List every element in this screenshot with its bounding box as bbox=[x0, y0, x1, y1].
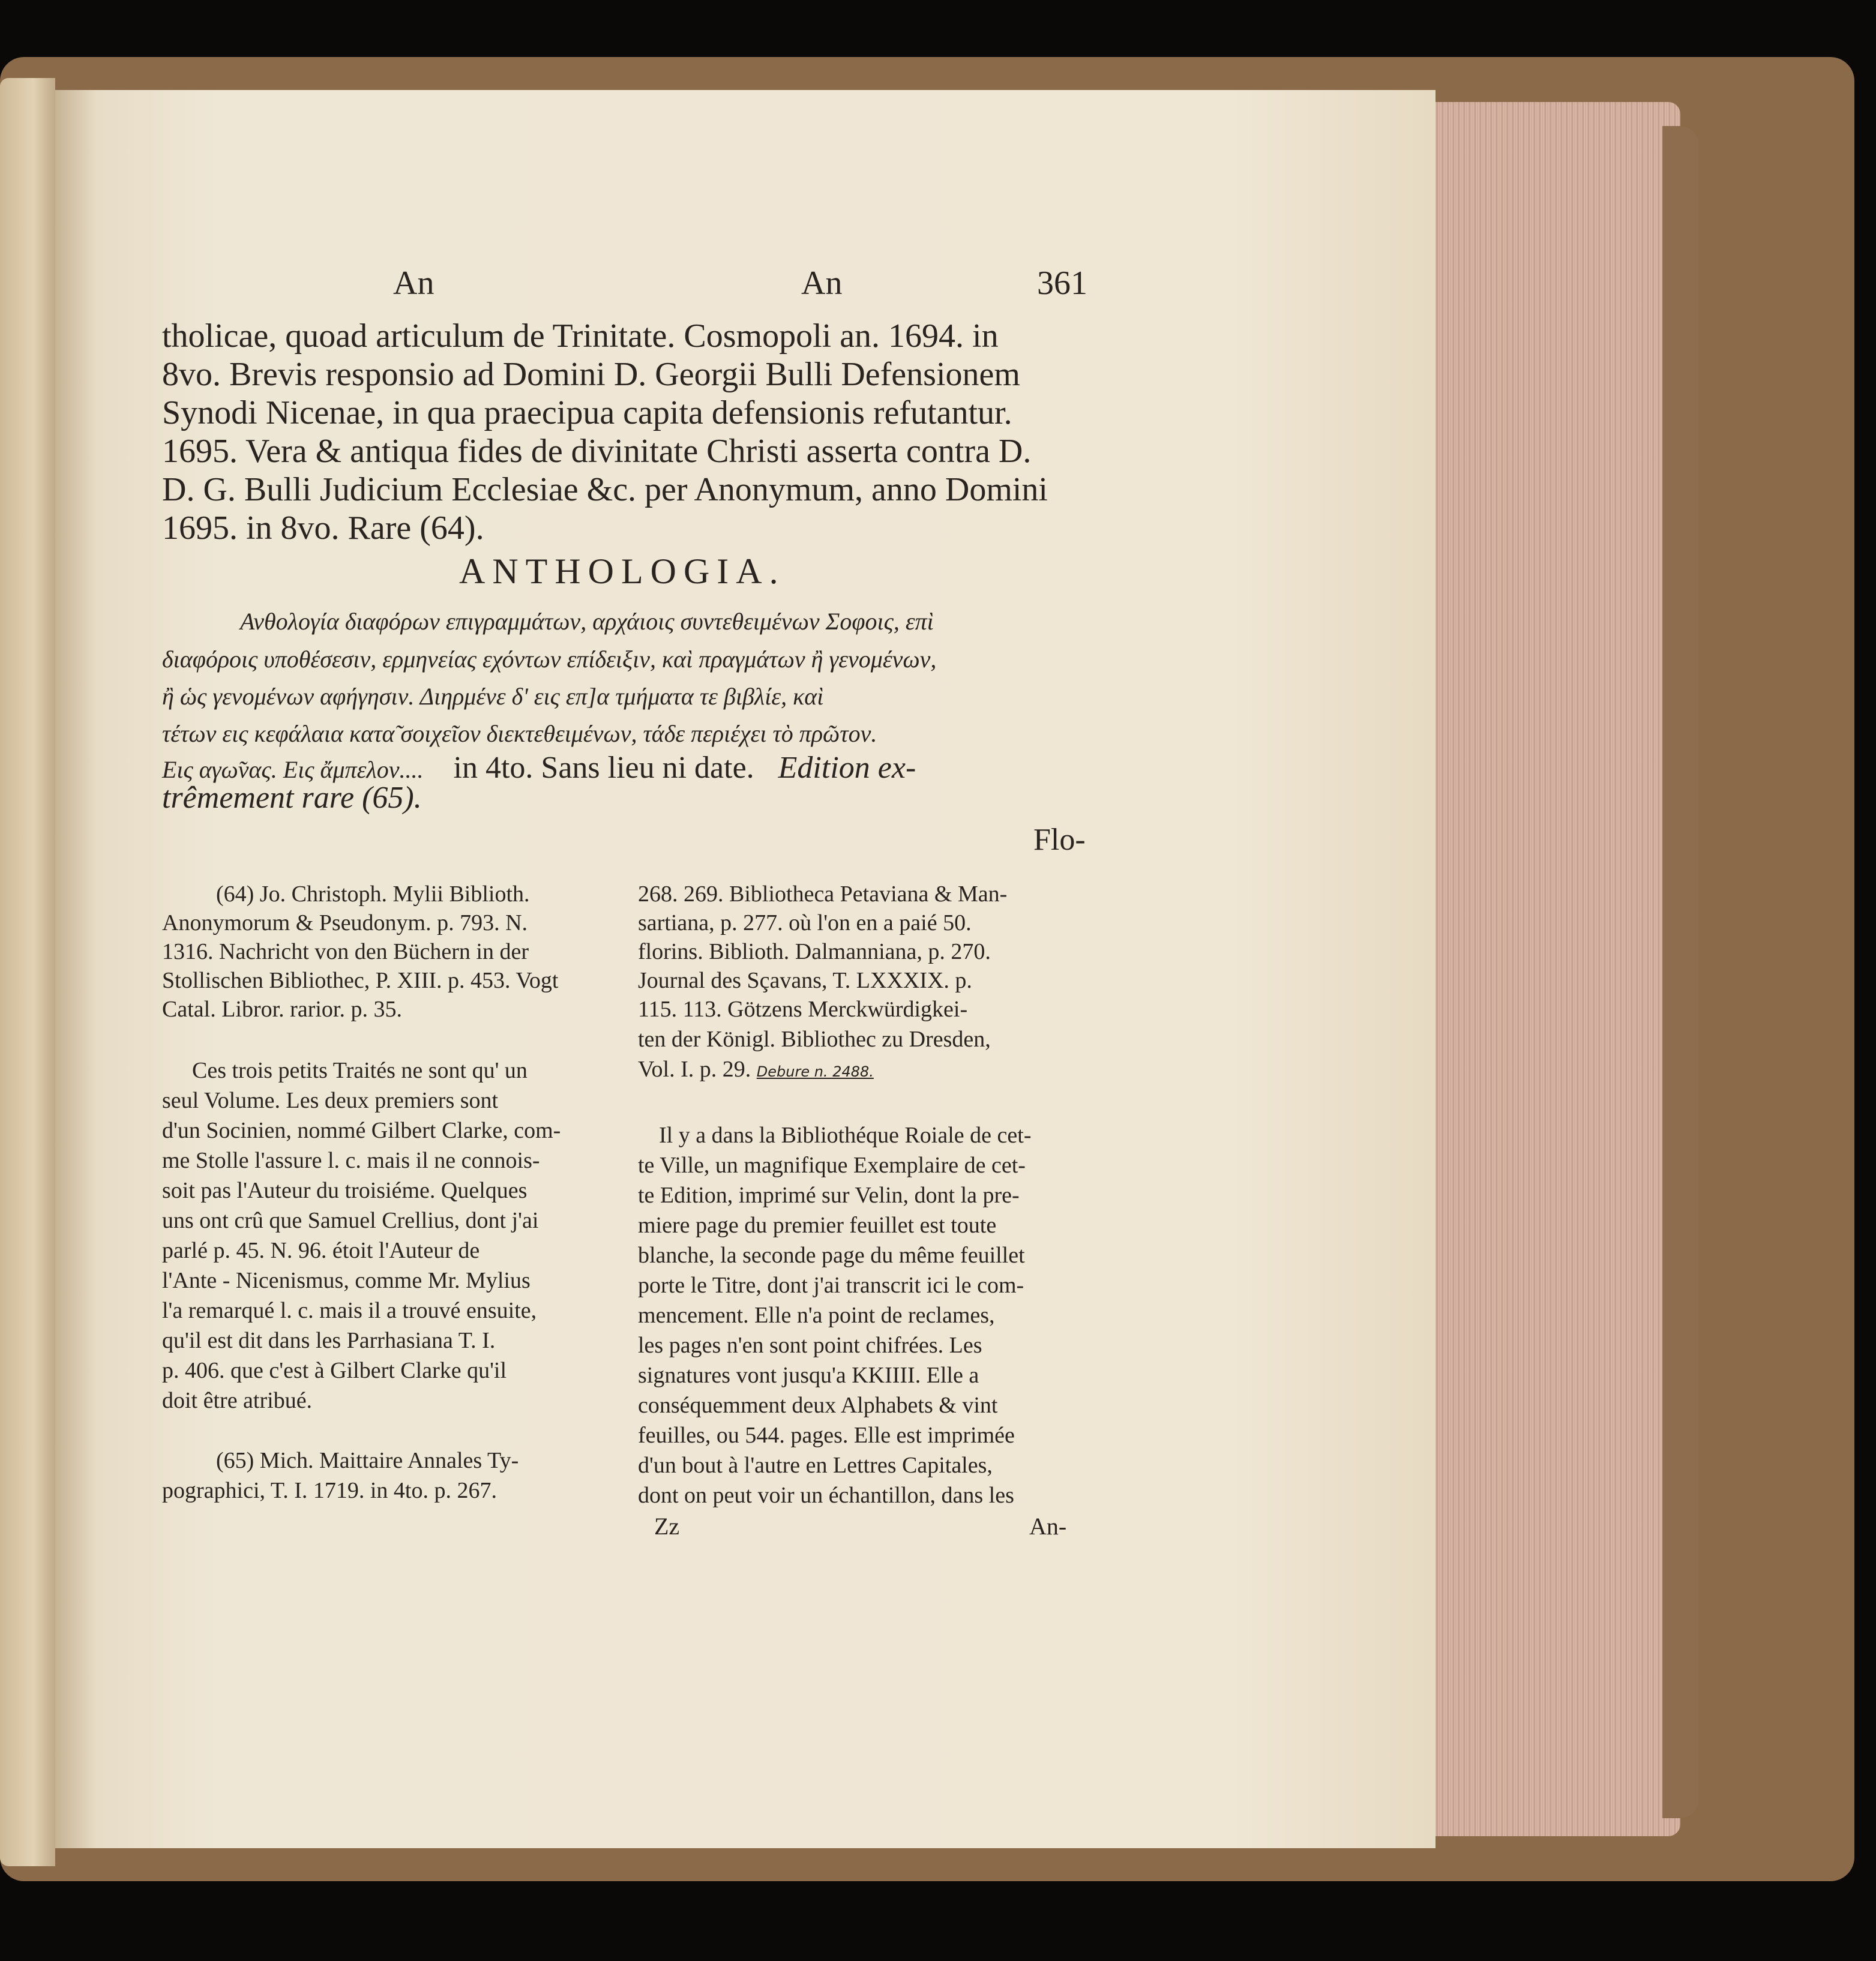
catchword-footer: An- bbox=[1029, 1513, 1067, 1540]
note-line: 115. 113. Götzens Merckwürdigkei- bbox=[638, 997, 968, 1022]
main-text-line: D. G. Bulli Judicium Ecclesiae &c. per Anonymum, anno Domini bbox=[162, 471, 1048, 508]
main-text-line: Synodi Nicenae, in qua praecipua capita defensionis refutantur. bbox=[162, 394, 1012, 431]
greek-text-line: ἢ ὡς γενομένων αφήγησιν. Διηρμένε δ' εις επ]α τμήματα τε βιβλίε, καὶ bbox=[162, 683, 824, 710]
note-line: soit pas l'Auteur du troisiéme. Quelques bbox=[162, 1178, 528, 1203]
note-line: l'a remarqué l. c. mais il a trouvé ensuite, bbox=[162, 1298, 537, 1323]
note-line: les pages n'en sont point chifrées. Les bbox=[638, 1333, 982, 1358]
greek-text-line: τέτων εις κεφάλαια κατα̃ σοιχεῖον διεκτεθειμένων, τάδε περιέχει τὸ πρῶτον. bbox=[162, 720, 877, 747]
note-line: ten der Königl. Bibliothec zu Dresden, bbox=[638, 1027, 991, 1052]
greek-last-line-greek: Εις αγω̃νας. Εις ἄμπελον.... bbox=[162, 756, 424, 783]
note-line: Stollischen Bibliothec, P. XIII. p. 453. Vogt bbox=[162, 968, 559, 993]
note-line: (64) Jo. Christoph. Mylii Biblioth. bbox=[216, 881, 530, 907]
greek-continuation: trêmement rare (65). bbox=[162, 781, 422, 815]
note-line: blanche, la seconde page du même feuillet bbox=[638, 1243, 1025, 1268]
catchword-main: Flo- bbox=[1033, 823, 1086, 857]
note-line: seul Volume. Les deux premiers sont bbox=[162, 1088, 499, 1113]
note-line: Vol. I. p. 29. bbox=[638, 1057, 751, 1082]
page-number: 361 bbox=[1037, 265, 1087, 302]
note-line-with-annotation bbox=[638, 1056, 1085, 1083]
note-line: signatures vont jusqu'a KKIIII. Elle a bbox=[638, 1363, 979, 1388]
greek-last-line-latin: in 4to. Sans lieu ni date. bbox=[453, 751, 754, 785]
note-line: mencement. Elle n'a point de reclames, bbox=[638, 1303, 995, 1328]
note-line: pographici, T. I. 1719. in 4to. p. 267. bbox=[162, 1478, 497, 1503]
greek-last-line-italic: Edition ex- bbox=[778, 751, 916, 785]
note-line: dont on peut voir un échantillon, dans les bbox=[638, 1483, 1014, 1508]
note-line: Catal. Libror. rarior. p. 35. bbox=[162, 997, 402, 1022]
note-line: conséquemment deux Alphabets & vint bbox=[638, 1393, 998, 1418]
greek-text-line: διαφόροις υποθέσεσιν, ερμηνείας εχόντων επίδειξιν, καὶ πραγμάτων ἢ γενομένων, bbox=[162, 646, 937, 673]
note-line: d'un Socinien, nommé Gilbert Clarke, com- bbox=[162, 1118, 561, 1143]
main-text-line: 1695. in 8vo. Rare (64). bbox=[162, 509, 484, 547]
note-line: feuilles, ou 544. pages. Elle est imprimée bbox=[638, 1423, 1015, 1448]
running-head-center: An bbox=[801, 265, 843, 302]
note-line: parlé p. 45. N. 96. étoit l'Auteur de bbox=[162, 1238, 480, 1263]
note-line: 1316. Nachricht von den Büchern in der bbox=[162, 939, 529, 964]
main-text-line: tholicae, quoad articulum de Trinitate. Cosmopoli an. 1694. in bbox=[162, 317, 999, 355]
note-line: p. 406. que c'est à Gilbert Clarke qu'il bbox=[162, 1358, 507, 1383]
section-heading: ANTHOLOGIA. bbox=[459, 551, 786, 591]
note-line: miere page du premier feuillet est toute bbox=[638, 1213, 997, 1238]
note-line: l'Ante - Nicenismus, comme Mr. Mylius bbox=[162, 1268, 531, 1293]
note-line: doit être atribué. bbox=[162, 1388, 313, 1413]
note-line: te Edition, imprimé sur Velin, dont la pre- bbox=[638, 1183, 1020, 1208]
note-line: Journal des Sçavans, T. LXXXIX. p. bbox=[638, 968, 972, 993]
note-line: porte le Titre, dont j'ai transcrit ici le com- bbox=[638, 1273, 1024, 1298]
note-line: Anonymorum & Pseudonym. p. 793. N. bbox=[162, 910, 528, 935]
note-line: 268. 269. Bibliotheca Petaviana & Man- bbox=[638, 881, 1008, 907]
note-line: qu'il est dit dans les Parrhasiana T. I. bbox=[162, 1328, 496, 1353]
note-line: d'un bout à l'autre en Lettres Capitales, bbox=[638, 1453, 993, 1478]
note-line: florins. Biblioth. Dalmanniana, p. 270. bbox=[638, 939, 991, 964]
note-line: me Stolle l'assure l. c. mais il ne connois- bbox=[162, 1148, 540, 1173]
note-line: Ces trois petits Traités ne sont qu' un bbox=[192, 1058, 528, 1083]
note-line: te Ville, un magnifique Exemplaire de cet- bbox=[638, 1153, 1026, 1178]
note-line: sartiana, p. 277. où l'on en a paié 50. bbox=[638, 910, 972, 935]
main-text-line: 1695. Vera & antiqua fides de divinitate Christi asserta contra D. bbox=[162, 433, 1032, 470]
note-line: uns ont crû que Samuel Crellius, dont j'ai bbox=[162, 1208, 539, 1233]
handwritten-annotation: Debure n. 2488. bbox=[756, 1063, 874, 1080]
greek-text-line: Ανθολογία διαφόρων επιγραμμάτων, αρχάιοις συντεθειμένων Σοφοις, επὶ bbox=[240, 608, 934, 635]
signature-mark: Zz bbox=[654, 1513, 680, 1540]
main-text-line: 8vo. Brevis responsio ad Domini D. Georgii Bulli Defensionem bbox=[162, 356, 1020, 393]
note-line: (65) Mich. Maittaire Annales Ty- bbox=[216, 1448, 519, 1473]
note-line: Il y a dans la Bibliothéque Roiale de cet- bbox=[659, 1123, 1032, 1148]
running-head-left: An bbox=[393, 265, 434, 302]
